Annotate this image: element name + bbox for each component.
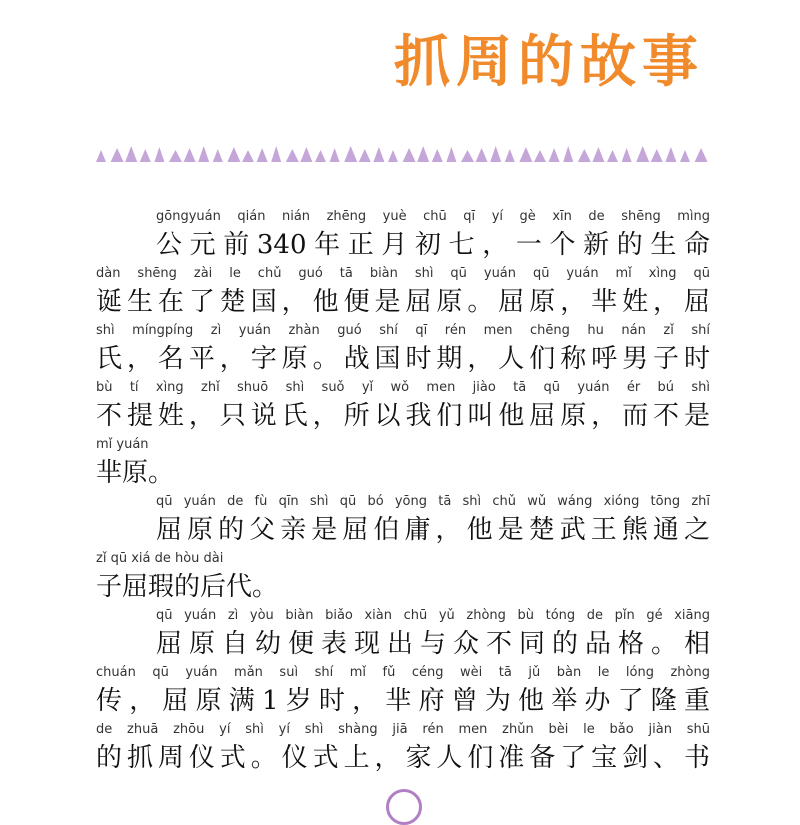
pinyin-line: dàn shēng zài le chǔ guó tā biàn shì qū yuán qū yuán mǐ xìng qū — [96, 266, 710, 281]
text-line — [96, 207, 710, 264]
triangle-decoration — [315, 150, 326, 162]
text-line — [96, 549, 710, 606]
triangle-decoration — [111, 148, 124, 162]
triangle-decoration — [184, 148, 196, 162]
hanzi-line: 氏，名平，字原。战国时期，人们称呼男子时 — [96, 344, 710, 374]
pinyin-line: chuán qū yuán mǎn suì shí mǐ fǔ céng wèi tā jǔ bàn le lóng zhòng — [96, 665, 710, 680]
triangle-decoration — [373, 147, 384, 162]
hanzi-line: 不提姓，只说氏，所以我们叫他屈原，而不是 — [96, 401, 710, 431]
hanzi-line: 公元前340年正月初七，一个新的生命 — [156, 230, 710, 260]
triangle-decoration — [96, 150, 106, 162]
triangle-decoration — [344, 146, 357, 162]
triangle-decoration — [257, 148, 268, 162]
pinyin-line: qū yuán de fù qīn shì qū bó yōng tā shì chǔ wǔ wáng xióng tōng zhī — [156, 494, 710, 509]
triangle-divider — [96, 144, 710, 164]
hanzi-line: 传，屈原满1岁时，芈府曾为他举办了隆重 — [96, 686, 710, 716]
triangle-decoration — [140, 149, 151, 162]
page-title: 抓周的故事 — [394, 30, 704, 95]
triangle-decoration — [227, 147, 240, 162]
triangle-decoration — [592, 147, 604, 162]
triangle-decoration — [563, 146, 573, 162]
triangle-decoration — [300, 147, 312, 162]
triangle-decoration — [505, 149, 515, 162]
triangle-decoration — [213, 149, 223, 162]
text-line — [96, 264, 710, 321]
triangle-decoration — [198, 146, 209, 162]
triangle-decoration — [125, 146, 137, 162]
triangle-decoration — [534, 150, 546, 162]
pinyin-line: de zhuā zhōu yí shì yí shì shàng jiā rén men zhǔn bèi le bǎo jiàn shū — [96, 722, 710, 737]
pinyin-line: zǐ qū xiá de hòu dài — [96, 551, 224, 566]
pinyin-line: shì míngpíng zì yuán zhàn guó shí qī rén men chēng hu nán zǐ shí — [96, 323, 710, 338]
triangle-decoration — [622, 148, 632, 162]
story-text — [96, 207, 710, 777]
triangle-decoration — [359, 149, 371, 162]
text-line — [96, 720, 710, 777]
triangle-decoration — [695, 148, 708, 162]
hanzi-line: 屈原自幼便表现出与众不同的品格。相 — [156, 629, 710, 659]
triangle-decoration — [549, 148, 560, 162]
triangle-decoration — [607, 150, 618, 162]
triangle-decoration — [578, 149, 591, 162]
triangle-decoration — [680, 150, 690, 162]
page-number-badge — [386, 789, 422, 825]
hanzi-line: 子屈瑕的后代。 — [96, 572, 279, 602]
hanzi-line: 的抓周仪式。仪式上，家人们准备了宝剑、书 — [96, 743, 710, 773]
triangle-decoration — [242, 150, 254, 162]
triangle-decoration — [403, 148, 416, 162]
triangle-decoration — [665, 147, 676, 162]
pinyin-line: qū yuán zì yòu biàn biǎo xiàn chū yǔ zhòng bù tóng de pǐn gé xiāng — [156, 608, 710, 623]
pinyin-line: bù tí xìng zhǐ shuō shì suǒ yǐ wǒ men jiào tā qū yuán ér bú shì — [96, 380, 710, 395]
triangle-decoration — [636, 146, 649, 162]
triangle-decoration — [286, 149, 299, 162]
text-line — [96, 435, 710, 492]
triangle-decoration — [388, 150, 398, 162]
triangle-decoration — [330, 148, 340, 162]
hanzi-line: 诞生在了楚国，他便是屈原。屈原，芈姓，屈 — [96, 287, 710, 317]
hanzi-line: 屈原的父亲是屈伯庸，他是楚武王熊通之 — [156, 515, 710, 545]
text-line — [96, 378, 710, 435]
triangle-decoration — [432, 149, 443, 162]
triangle-decoration — [169, 150, 182, 162]
triangle-decoration — [417, 146, 429, 162]
triangle-decoration — [271, 146, 281, 162]
text-line — [96, 492, 710, 549]
text-line — [96, 606, 710, 663]
triangle-decoration — [519, 147, 532, 162]
pinyin-line: gōngyuán qián nián zhēng yuè chū qī yí gè xīn de shēng mìng — [156, 209, 710, 224]
pinyin-line: mǐ yuán — [96, 437, 149, 452]
triangle-decoration — [461, 150, 474, 162]
triangle-decoration — [490, 146, 501, 162]
triangle-decoration — [476, 148, 488, 162]
text-line — [96, 663, 710, 720]
triangle-decoration — [446, 147, 456, 162]
triangle-decoration — [154, 147, 164, 162]
text-line — [96, 321, 710, 378]
hanzi-line: 芈原。 — [96, 458, 175, 488]
triangle-decoration — [651, 149, 663, 162]
